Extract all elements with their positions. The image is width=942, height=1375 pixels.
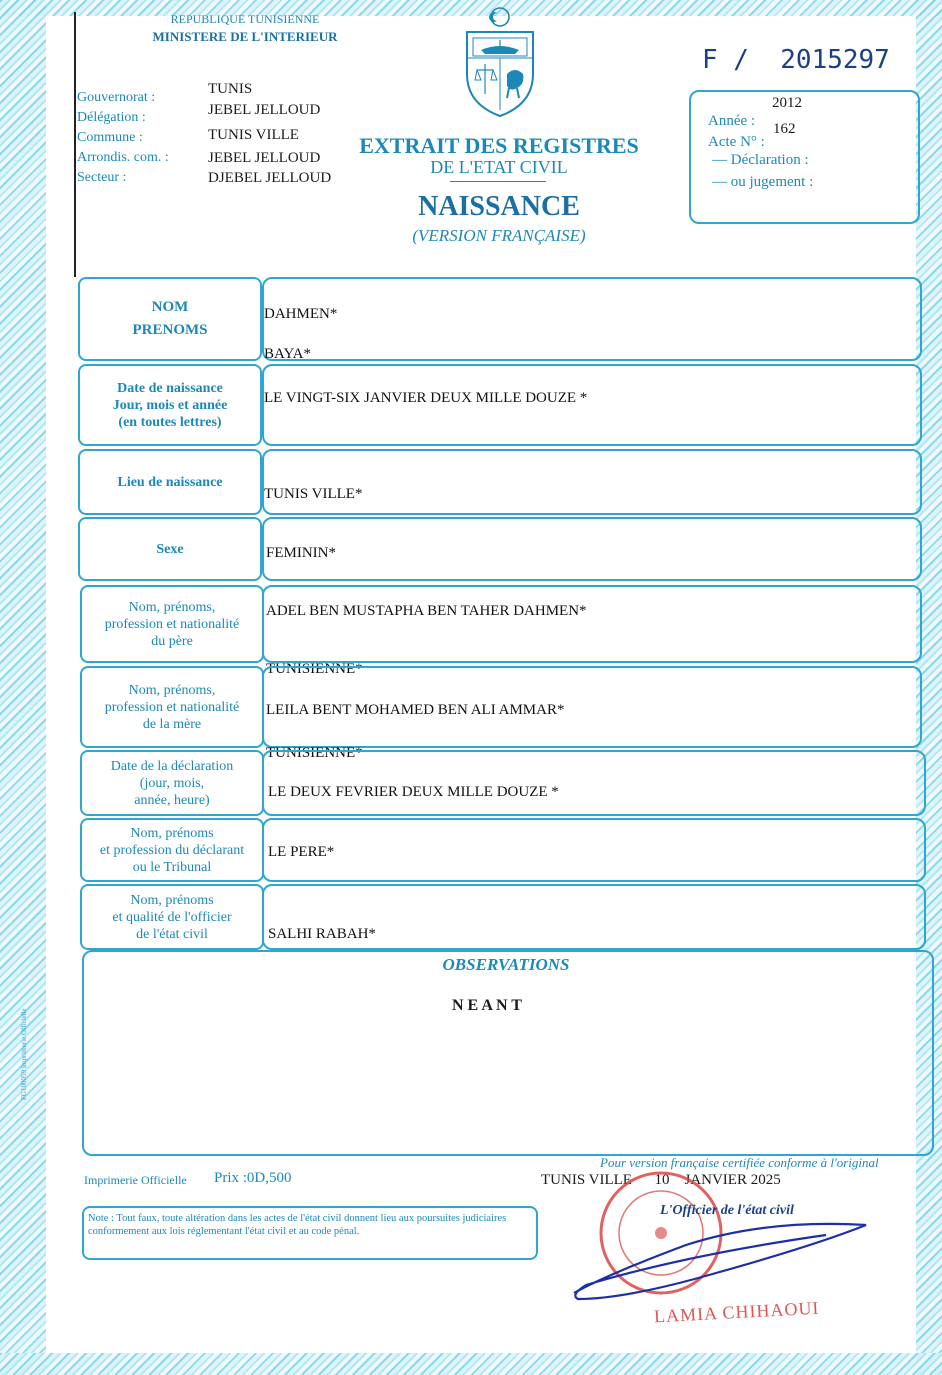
commune-value: TUNIS VILLE: [208, 127, 299, 143]
delegation-label: Délégation :: [77, 110, 146, 125]
observations-value: N E A N T: [452, 997, 522, 1014]
commune-label: Commune :: [77, 130, 143, 145]
gouvernorat-value: TUNIS: [208, 81, 253, 97]
row-value: FEMININ*: [266, 545, 336, 561]
bottom-security-border: [0, 1353, 942, 1375]
row-value: LE VINGT-SIX JANVIER DEUX MILLE DOUZE *: [264, 390, 588, 406]
admin-labels: [77, 89, 212, 187]
title-etat-civil: DE L'ETAT CIVIL: [430, 157, 568, 177]
row-value: BAYA*: [264, 346, 311, 362]
row-label: Lieu de naissance: [117, 474, 223, 490]
left-security-border: [0, 0, 46, 1375]
observations-box: [82, 950, 934, 1156]
row-label-cell: [80, 585, 264, 663]
row-label-cell: [80, 750, 264, 816]
row-value: TUNISIENNE*: [266, 745, 363, 761]
row-label: Nom, prénoms et qualité de l'officier de l'état civil: [112, 892, 232, 942]
republic-label: REPUBLIQUE TUNISIENNE: [170, 12, 320, 26]
place-date: TUNIS VILLE 10 JANVIER 2025: [541, 1172, 781, 1188]
row-value: LEILA BENT MOHAMED BEN ALI AMMAR*: [266, 702, 565, 718]
row-label: Nom, prénoms, profession et nationalité du père: [104, 599, 240, 649]
title-divider: [450, 181, 546, 182]
row-label-cell: [78, 364, 262, 446]
row-label-cell: [78, 277, 262, 361]
row-label: Date de la déclaration (jour, mois, année, heure): [110, 758, 234, 808]
officer-title: L'Officier de l'état civil: [660, 1203, 794, 1218]
legal-note: Note : Tout faux, toute altération dans les actes de l'état civil donnent lieu aux poursuites judiciaires conformement aux lois réglementant l'état civil et au code pénal.: [88, 1213, 507, 1237]
gouvernorat-label: Gouvernorat :: [77, 90, 156, 105]
arrondissement-value: JEBEL JELLOUD: [208, 150, 321, 166]
row-value: TUNISIENNE*: [266, 661, 363, 677]
arrondissement-label: Arrondis. com. :: [77, 150, 169, 165]
handwritten-signature: [566, 1215, 886, 1305]
title-version: (VERSION FRANÇAISE): [412, 226, 586, 245]
acte-value: 162: [773, 121, 796, 137]
row-label: Sexe: [156, 541, 184, 557]
observations-title: OBSERVATIONS: [442, 955, 570, 974]
row-label: Nom, prénoms, profession et nationalité de la mère: [104, 682, 240, 732]
delegation-value: JEBEL JELLOUD: [208, 102, 321, 118]
row-value-cell: [262, 449, 922, 515]
price-label: Prix :0D,500: [214, 1170, 292, 1186]
row-label: NOM PRENOMS: [132, 299, 208, 338]
row-value: DAHMEN*: [264, 306, 338, 322]
serial-number: F / 2015297: [702, 45, 890, 75]
row-label: Date de naissance Jour, mois et année (en toutes lettres): [112, 380, 228, 430]
officer-name-stamp: LAMIA CHIHAOUI: [653, 1297, 820, 1327]
row-value-cell: [262, 585, 922, 663]
row-value: LE DEUX FEVRIER DEUX MILLE DOUZE *: [268, 784, 559, 800]
row-value: SALHI RABAH*: [268, 926, 376, 942]
row-value: LE PERE*: [268, 844, 335, 860]
row-value-cell: [262, 517, 922, 581]
side-print-code: FG100059 Imprimerie Officielle: [20, 1008, 28, 1100]
row-value: TUNIS VILLE*: [264, 486, 363, 502]
title-naissance: NAISSANCE: [418, 191, 580, 222]
row-label-cell: [78, 517, 262, 581]
row-value-cell: [262, 277, 922, 361]
annee-value: 2012: [772, 95, 802, 111]
secteur-value: DJEBEL JELLOUD: [208, 170, 332, 186]
row-label-cell: [80, 884, 264, 950]
row-label-cell: [80, 818, 264, 882]
tunisia-coat-of-arms-icon: [459, 4, 541, 120]
acte-label: Acte N° :: [708, 134, 765, 150]
row-value-cell: [262, 750, 926, 816]
row-label: Nom, prénoms et profession du déclarant ou le Tribunal: [99, 825, 245, 875]
row-label-cell: [78, 449, 262, 515]
title-extrait: EXTRAIT DES REGISTRES: [359, 133, 639, 158]
ministry-label: MINISTERE DE L'INTERIEUR: [152, 29, 338, 44]
certified-text: Pour version française certifiée conforme à l'original: [600, 1155, 879, 1170]
row-value: ADEL BEN MUSTAPHA BEN TAHER DAHMEN*: [266, 603, 587, 619]
printer-label: Imprimerie Officielle: [84, 1173, 187, 1187]
margin-line: [74, 12, 76, 277]
jugement-label: — ou jugement :: [712, 174, 814, 190]
row-label-cell: [80, 666, 264, 748]
declaration-label: — Déclaration :: [712, 152, 809, 168]
annee-label: Année :: [708, 113, 756, 129]
row-value-cell: [262, 818, 926, 882]
secteur-label: Secteur :: [77, 170, 127, 185]
